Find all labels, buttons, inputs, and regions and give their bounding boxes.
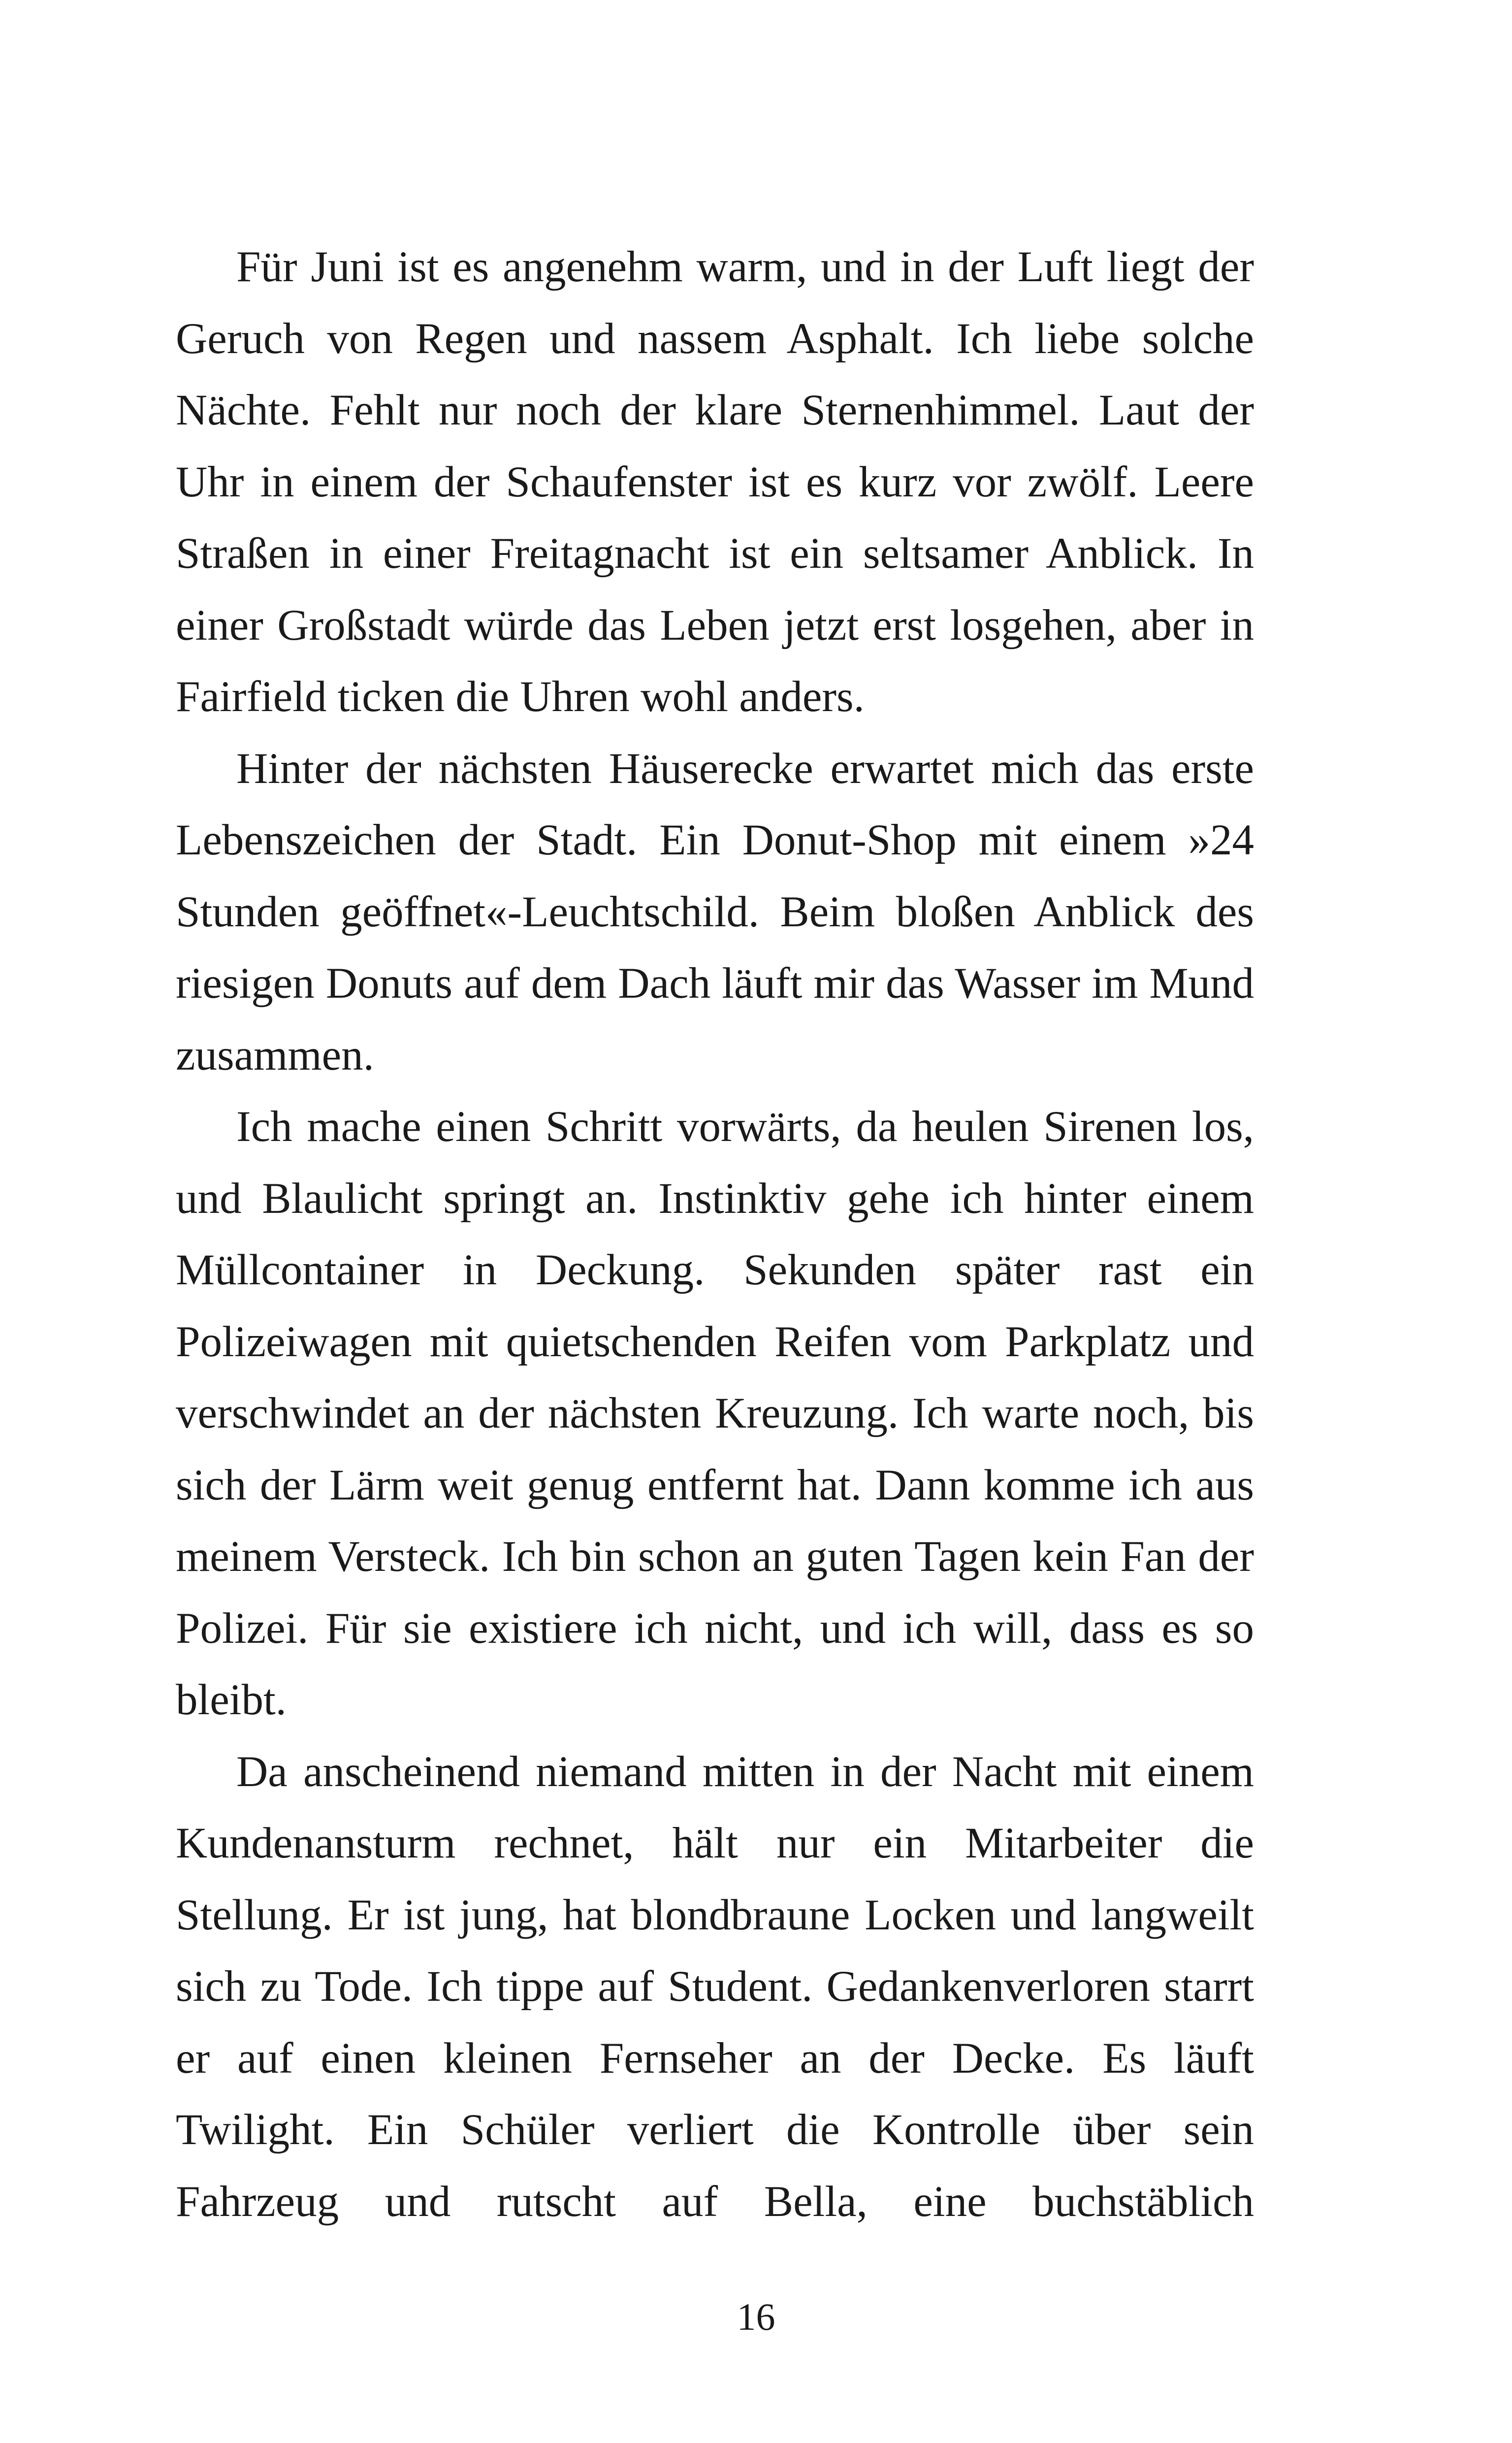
body-text bbox=[176, 231, 1254, 2238]
page-number: 16 bbox=[737, 2295, 775, 2338]
paragraph-1: Für Juni ist es angenehm warm, und in der Luft liegt der Geruch von Regen und nassem Asphalt. Ich liebe solche Nächte. Fehlt nur noch der klare Sternenhimmel. Laut der Uhr in einem der Schaufenster ist es kurz vor zwölf. Leere Straßen in einer Freitagnacht ist ein seltsamer Anblick. In einer Großstadt würde das Leben jetzt erst losgehen, aber in Fairfield ticken die Uhren wohl anders. bbox=[176, 243, 1254, 721]
paragraph-3: Ich mache einen Schritt vorwärts, da heulen Sirenen los, und Blaulicht springt an. Instinktiv gehe ich hinter einem Müllcontainer in Deckung. Sekunden später rast ein Polizeiwagen mit quietschenden Reifen vom Parkplatz und verschwindet an der nächsten Kreuzung. Ich warte noch, bis sich der Lärm weit genug entfernt hat. Dann komme ich aus meinem Versteck. Ich bin schon an guten Tagen kein Fan der Polizei. Für sie existiere ich nicht, und ich will, dass es so bleibt. bbox=[176, 1103, 1254, 1724]
paragraph-4: Da anscheinend niemand mitten in der Nacht mit einem Kundenansturm rechnet, hält nur ein Mitarbeiter die Stellung. Er ist jung, hat blondbraune Locken und langweilt sich zu Tode. Ich tippe auf Student. Gedankenverloren starrt er auf einen kleinen Fernseher an der Decke. Es läuft Twilight. Ein Schüler verliert die Kontrolle über sein Fahrzeug und rutscht auf Bella, eine buchstäblich bbox=[176, 1747, 1254, 2226]
paragraph-2: Hinter der nächsten Häuserecke erwartet mich das erste Lebenszeichen der Stadt. Ein Donut-Shop mit einem »24 Stunden geöffnet«-Leuchtschild. Beim bloßen Anblick des riesigen Donuts auf dem Dach läuft mir das Wasser im Mund zusammen. bbox=[176, 744, 1254, 1079]
